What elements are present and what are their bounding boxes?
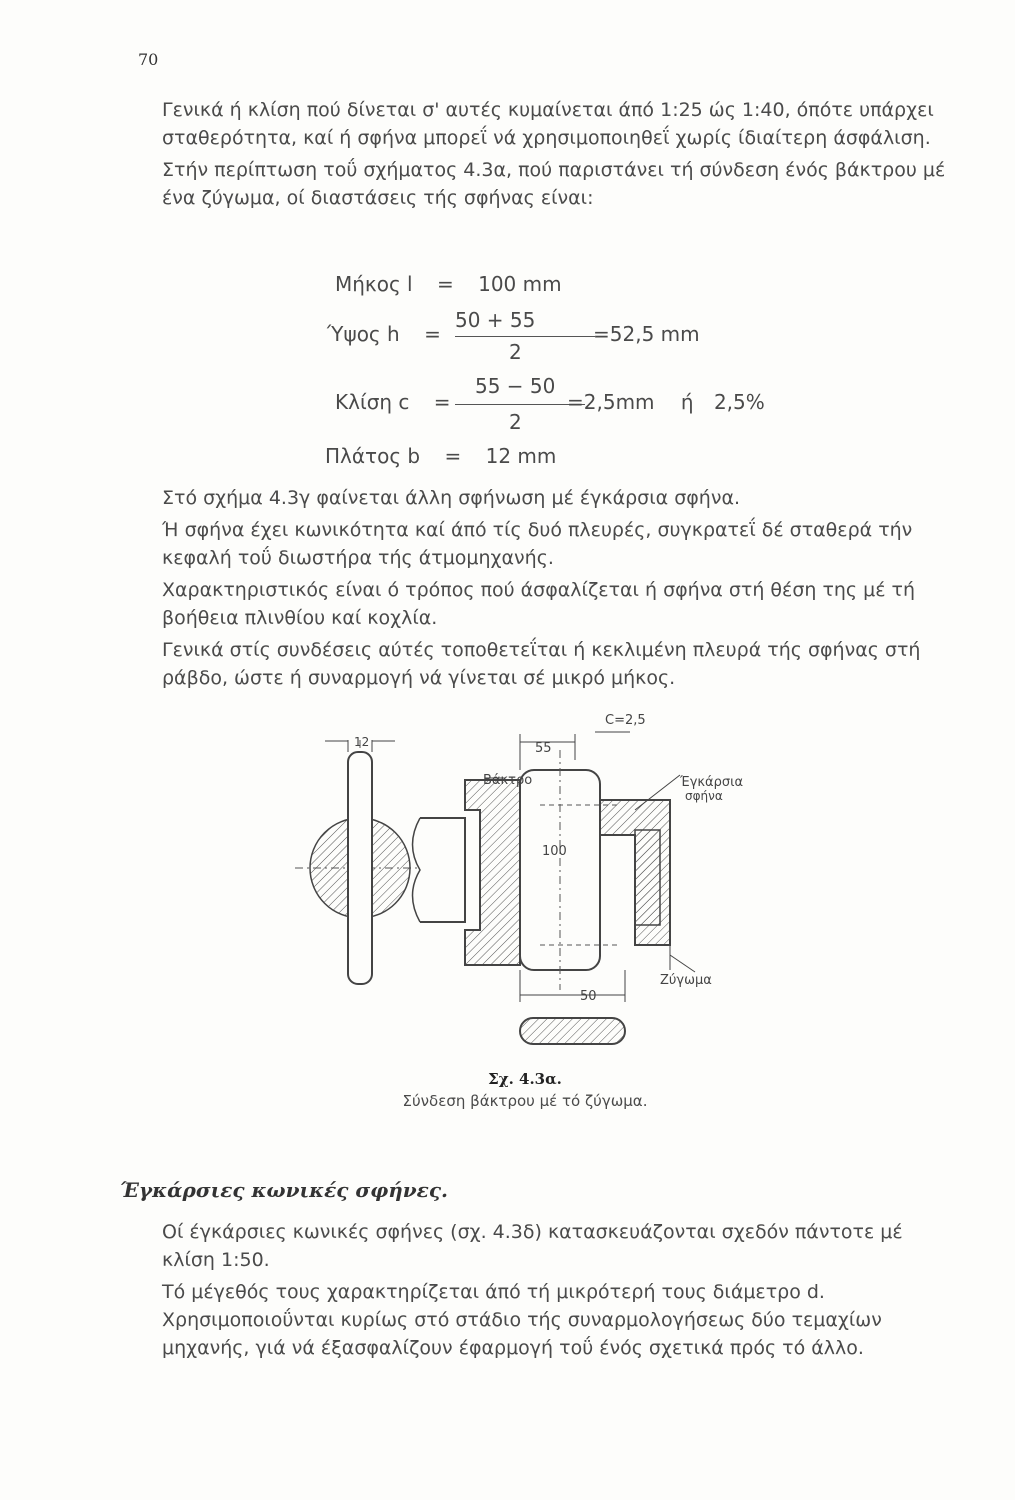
wedge-dimensions-formula [305,272,865,472]
technical-drawing-rod-yoke [280,700,760,1060]
slope-percent: 2,5% [713,390,765,414]
width-value: 12 mm [485,444,557,468]
figure-caption [360,1068,690,1112]
section-heading: Έγκάρσιες κωνικές σφήνες. [120,1178,448,1202]
slope-or: ή [680,390,694,414]
paragraph: Στήν περίπτωση τοΰ σχήματος 4.3α, πού παριστάνει τή σύνδεση ένός βάκτρου μέ ένα ζύγωμα, οί διαστάσεις τής σφήνας είναι: [162,159,946,209]
dim-55-label: 55 [535,741,552,756]
height-denominator: 2 [509,340,522,364]
dim-50-label: 50 [580,989,597,1004]
fraction-line [455,404,585,405]
dim-c-label: C=2,5 [605,713,646,728]
slope-result: =2,5mm [567,390,655,414]
height-result: =52,5 mm [593,322,700,346]
paragraph: Στό σχήμα 4.3γ φαίνεται άλλη σφήνωση μέ έγκάρσια σφήνα. [162,487,741,509]
intro-text [162,96,957,216]
equals-sign: = [436,272,454,296]
paragraph: Ή σφήνα έχει κωνικότητα καί άπό τίς δυό πλευρές, συγκρατεΐ δέ σταθερά τήν κεφαλή τοΰ διωστήρα τής άτμομηχανής. [162,519,913,569]
length-label: Μήκος l [335,272,413,296]
label-baktro: Βάκτρο [483,773,533,788]
dim-12-label: 12 [354,735,370,749]
slope-numerator: 55 − 50 [475,374,556,398]
height-label: Ύψος h [327,322,400,346]
label-wedge-line1: Έγκάρσια [680,775,744,790]
equals-sign: = [424,322,441,346]
equals-sign: = [444,444,462,468]
side-view [295,735,420,984]
section-view [413,713,744,1044]
dim-100-label: 100 [542,844,567,859]
equals-sign: = [433,390,451,414]
height-numerator: 50 + 55 [455,308,536,332]
paragraph: Οί έγκάρσιες κωνικές σφήνες (σχ. 4.3δ) κατασκευάζονται σχεδόν πάντοτε μέ κλίση 1:50. [162,1221,903,1271]
page-number: 70 [138,50,159,69]
width-label: Πλάτος b [325,444,421,468]
paragraph: Τό μέγεθός τους χαρακτηρίζεται άπό τή μικρότερή τους διάμετρο d. Χρησιμοποιοΰνται κυρίως στό στάδιο τής συναρμολογήσεως δύο τεμαχίων μηχανής, γιά νά έξασφαλίζουν έφαρμογή τοΰ ένός σχετικά πρός τό άλλο. [162,1281,882,1359]
figure-caption-text: Σύνδεση βάκτρου μέ τό ζύγωμα. [402,1092,648,1110]
fraction-line [455,336,595,337]
bottom-text [162,1218,957,1366]
paragraph: Γενικά ή κλίση πού δίνεται σ' αυτές κυμαίνεται άπό 1:25 ώς 1:40, όπότε υπάρχει σταθερότητα, καί ή σφήνα μπορεΐ νά χρησιμοποιηθεΐ χωρίς ίδιαίτερη άσφάλιση. [162,99,934,149]
paragraph: Γενικά στίς συνδέσεις αύτές τοποθετεΐται ή κεκλιμένη πλευρά τής σφήνας στή ράβδο, ώστε ή συναρμογή νά γίνεται σέ μικρό μήκος. [162,639,921,689]
length-value: 100 mm [478,272,562,296]
slope-denominator: 2 [509,410,522,434]
middle-text [162,484,957,696]
figure-number: Σχ. 4.3α. [488,1070,562,1088]
label-zygoma: Ζύγωμα [660,973,712,988]
label-wedge-line2: σφήνα [685,789,723,803]
slope-label: Κλίση c [335,390,410,414]
paragraph: Χαρακτηριστικός είναι ό τρόπος πού άσφαλίζεται ή σφήνα στή θέση της μέ τή βοήθεια πλινθίου καί κοχλία. [162,579,916,629]
